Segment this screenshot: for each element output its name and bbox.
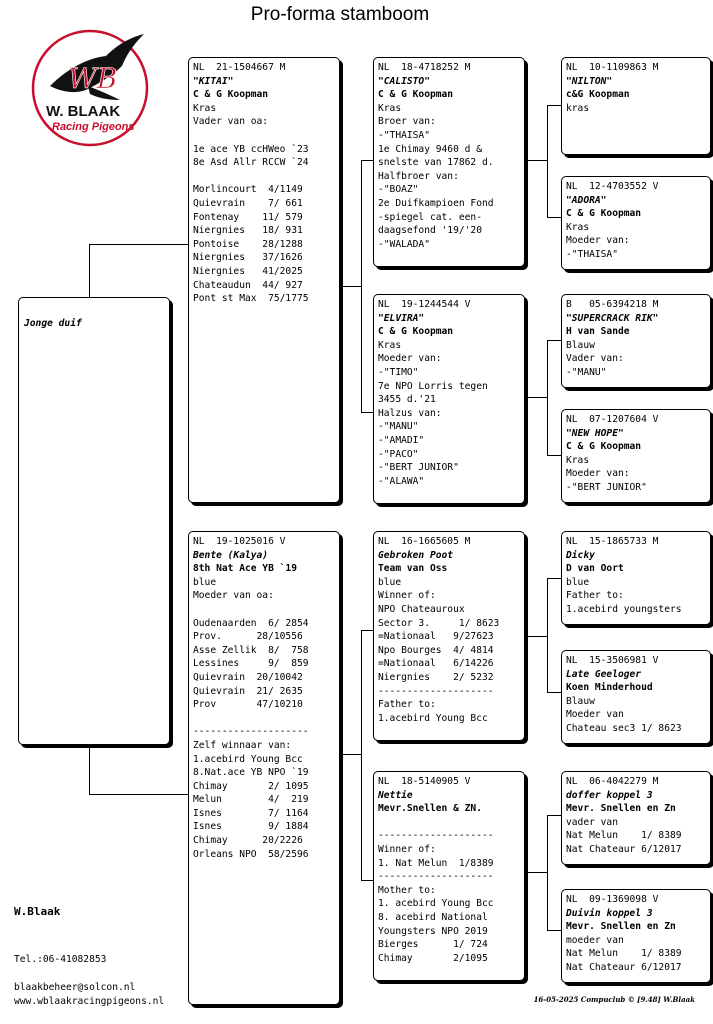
pedigree-line: blue [566, 576, 590, 588]
pedigree-line: daagsefond '19/'20 [378, 225, 482, 237]
mother-card [188, 531, 340, 1005]
pedigree-line: Kras [378, 102, 402, 114]
pedigree-line: 1.acebird Young Bcc [378, 712, 488, 724]
pedigree-line: Pont st Max 75/1775 [193, 293, 309, 305]
pedigree-line: Quievrain 7/ 661 [193, 197, 303, 209]
pedigree-line: Zelf winnaar van: [193, 739, 292, 751]
pigeon-name: "KITAI" [193, 75, 234, 87]
pedigree-line: 1. acebird Young Bcc [378, 898, 494, 910]
pedigree-line: Nat Chateaur 6/12017 [566, 843, 682, 855]
pedigree-line: 7e NPO Lorris tegen [378, 380, 488, 392]
pedigree-line [193, 712, 339, 726]
pedigree-line: Isnes 7/ 1164 [193, 807, 309, 819]
pedigree-line: -"THAISA" [566, 248, 618, 260]
pigeon-owner: c&G Koopman [566, 89, 630, 101]
pigeon-owner: C & G Koopman [378, 89, 454, 101]
pedigree-line: Kras [566, 221, 590, 233]
ring-number: NL 16-1665605 M [378, 536, 471, 547]
pedigree-line: Winner of: [378, 843, 436, 855]
pedigree-line: -"MANU" [566, 366, 607, 378]
pigeon-name: Dicky [566, 549, 595, 561]
pedigree-line: Blauw [566, 695, 595, 707]
print-info: 16-05-2025 Compuclub © [9.48] W.Blaak [533, 995, 695, 1004]
pigeon-owner: C & G Koopman [378, 326, 454, 338]
pedigree-line: Niergnies 41/2025 [193, 265, 303, 277]
breeder-name: W.Blaak [14, 905, 61, 918]
pigeon-owner: H van Sande [566, 326, 630, 338]
ring-number: NL 07-1207604 V [566, 414, 659, 425]
pedigree-line: 1e ace YB ccHWeo `23 [193, 143, 309, 155]
ring-number: NL 21-1504667 M [193, 62, 286, 73]
pigeon-owner: Mevr. Snellen en Zn [566, 921, 676, 933]
pedigree-line: Quievrain 20/10042 [193, 671, 303, 683]
pedigree-line: Prov. 28/10556 [193, 631, 303, 643]
pigeon-name: Gebroken Poot [378, 549, 454, 561]
pedigree-line: Kras [566, 454, 590, 466]
pedigree-line: Fontenay 11/ 579 [193, 211, 303, 223]
pedigree-line: Kras [193, 102, 217, 114]
pedigree-line: Vader van: [566, 353, 624, 365]
pigeon-name: Nettie [378, 789, 413, 801]
pedigree-line: Kras [378, 339, 402, 351]
pedigree-line: Nat Chateaur 6/12017 [566, 961, 682, 973]
pigeon-owner: C & G Koopman [566, 208, 642, 220]
pedigree-line [193, 129, 339, 143]
ggp-mmm-card [561, 889, 711, 983]
pedigree-line: blue [193, 576, 217, 588]
father-card [188, 57, 340, 503]
pedigree-line [193, 603, 339, 617]
pedigree-line: -"BOAZ" [378, 184, 419, 196]
pedigree-line: NPO Chateauroux [378, 603, 465, 615]
pedigree-line: 8. acebird National [378, 911, 488, 923]
pedigree-line [378, 816, 524, 830]
pedigree-line: Father to: [378, 699, 436, 711]
pedigree-line: Isnes 9/ 1884 [193, 821, 309, 833]
pedigree-line: Morlincourt 4/1149 [193, 184, 303, 196]
maternal-grandfather-card [373, 531, 525, 741]
pedigree-line: 3455 d.'21 [378, 394, 436, 406]
pedigree-line: Vader van oa: [193, 116, 269, 128]
ring-number: NL 09-1369098 V [566, 894, 659, 905]
wblaak-logo [28, 28, 156, 148]
pedigree-line: kras [566, 102, 590, 114]
pedigree-line: Quievrain 21/ 2635 [193, 685, 303, 697]
pedigree-line: Halzus van: [378, 407, 442, 419]
pedigree-line: Winner of: [378, 590, 436, 602]
pedigree-line: Chateau sec3 1/ 8623 [566, 722, 682, 734]
subject-card [18, 297, 170, 745]
pigeon-name: Late Geeloger [566, 668, 642, 680]
pedigree-line: 1. Nat Melun 1/8389 [378, 857, 494, 869]
breeder-phone: Tel.:06-41082853 [14, 954, 107, 965]
pedigree-line: Youngsters NPO 2019 [378, 925, 488, 937]
pedigree-line: blue [378, 576, 402, 588]
pedigree-line: -"MANU" [378, 421, 419, 433]
pedigree-line: -------------------- [378, 830, 494, 842]
pedigree-line: 8e Asd Allr RCCW `24 [193, 157, 309, 169]
pedigree-line: -"BERT JUNIOR" [566, 481, 647, 493]
ggp-ffm-card [561, 176, 711, 270]
pigeon-name: "ADORA" [566, 194, 607, 206]
pedigree-line: 8.Nat.ace YB NPO `19 [193, 767, 309, 779]
pigeon-owner: Mevr. Snellen en Zn [566, 803, 676, 815]
pigeon-name: "SUPERCRACK RIK" [566, 312, 659, 324]
ggp-mfm-card [561, 650, 711, 744]
pigeon-owner: Team van Oss [378, 563, 448, 575]
logo-tagline: Racing Pigeons [52, 121, 135, 133]
pedigree-line: Npo Bourges 4/ 4814 [378, 644, 494, 656]
pedigree-line: moeder van [566, 934, 624, 946]
ring-number: NL 15-3506981 V [566, 655, 659, 666]
pedigree-line: -"WALADA" [378, 238, 430, 250]
pedigree-line: -"BERT JUNIOR" [378, 462, 459, 474]
pedigree-line: -------------------- [378, 685, 494, 697]
pedigree-line: Moeder van [566, 709, 624, 721]
pigeon-owner: C & G Koopman [566, 441, 642, 453]
maternal-grandmother-card [373, 771, 525, 981]
ggp-mmf-card [561, 771, 711, 865]
ring-number: B 05-6394218 M [566, 299, 659, 310]
pedigree-line: Melun 4/ 219 [193, 794, 309, 806]
ring-number: NL 18-4718252 M [378, 62, 471, 73]
pedigree-line: -"PACO" [378, 448, 419, 460]
pigeon-owner: 8th Nat Ace YB `19 [193, 563, 297, 575]
pedigree-line: 2e Duifkampioen Fond [378, 197, 494, 209]
pedigree-line: Chimay 2/ 1095 [193, 780, 309, 792]
pedigree-line: 1e Chimay 9460 d & [378, 143, 482, 155]
pedigree-line: Chimay 2/1095 [378, 952, 488, 964]
pigeon-name: "NILTON" [566, 75, 613, 87]
pigeon-name: "NEW HOPE" [566, 427, 624, 439]
pigeon-owner: Koen Minderhoud [566, 682, 653, 694]
pedigree-line: Moeder van: [566, 468, 630, 480]
pedigree-line: Niergnies 18/ 931 [193, 225, 303, 237]
ring-number: NL 15-1865733 M [566, 536, 659, 547]
pedigree-line: 1.acebird youngsters [566, 603, 682, 615]
paternal-grandfather-card [373, 57, 525, 267]
ring-number: NL 10-1109863 M [566, 62, 659, 73]
logo-brand: W. BLAAK [46, 103, 121, 120]
pedigree-line: Sector 3. 1/ 8623 [378, 617, 500, 629]
pigeon-name: doffer koppel 3 [566, 789, 653, 801]
paternal-grandmother-card [373, 294, 525, 504]
pedigree-line: Moeder van: [378, 353, 442, 365]
ggp-mff-card [561, 531, 711, 625]
pedigree-line: -"ALAWA" [378, 475, 425, 487]
pedigree-line: -"THAISA" [378, 129, 430, 141]
pedigree-line: Chateaudun 44/ 927 [193, 279, 303, 291]
pedigree-line: Niergnies 2/ 5232 [378, 671, 494, 683]
pedigree-line: Blauw [566, 339, 595, 351]
pigeon-owner: D van Oort [566, 563, 624, 575]
pedigree-line: Chimay 20/2226 [193, 835, 303, 847]
pedigree-line: -"AMADI" [378, 434, 425, 446]
pedigree-line: Orleans NPO 58/2596 [193, 848, 309, 860]
pedigree-line: vader van [566, 816, 618, 828]
ring-number: NL 19-1244544 V [378, 299, 471, 310]
ring-number: NL 18-5140905 V [378, 776, 471, 787]
pedigree-line: -spiegel cat. een- [378, 211, 482, 223]
pigeon-name: "CALISTO" [378, 75, 430, 87]
ggp-fff-card [561, 57, 711, 155]
logo-initials: WB [68, 62, 118, 95]
pedigree-line: =Nationaal 9/27623 [378, 631, 494, 643]
pedigree-line: -"TIMO" [378, 366, 419, 378]
page-title: Pro-forma stamboom [250, 4, 430, 25]
breeder-website[interactable]: www.wblaakracingpigeons.nl [14, 996, 165, 1007]
pigeon-name: "ELVIRA" [378, 312, 425, 324]
pedigree-line: -------------------- [193, 726, 309, 738]
pedigree-line: Father to: [566, 590, 624, 602]
pedigree-line: =Nationaal 6/14226 [378, 658, 494, 670]
pedigree-line: Mother to: [378, 884, 436, 896]
ring-number: NL 19-1025016 V [193, 536, 286, 547]
pedigree-line: Oudenaarden 6/ 2854 [193, 617, 309, 629]
pedigree-line: snelste van 17862 d. [378, 157, 494, 169]
ring-number: NL 12-4703552 V [566, 181, 659, 192]
ggp-fmm-card [561, 409, 711, 503]
pigeon-name: Duivin koppel 3 [566, 907, 653, 919]
pedigree-line: Pontoise 28/1288 [193, 238, 303, 250]
pedigree-line: Halfbroer van: [378, 170, 459, 182]
pedigree-line: -------------------- [378, 871, 494, 883]
pigeon-owner: C & G Koopman [193, 89, 269, 101]
pedigree-line: Nat Melun 1/ 8389 [566, 948, 682, 960]
pedigree-line: Nat Melun 1/ 8389 [566, 830, 682, 842]
pedigree-line: Bierges 1/ 724 [378, 939, 488, 951]
ring-number: NL 06-4042279 M [566, 776, 659, 787]
pedigree-line [193, 170, 339, 184]
subject-label: Jonge duif [24, 318, 82, 329]
pigeon-name: Bente (Kalya) [193, 549, 269, 561]
pedigree-line: Niergnies 37/1626 [193, 252, 303, 264]
pedigree-line: 1.acebird Young Bcc [193, 753, 303, 765]
pigeon-owner: Mevr.Snellen & ZN. [378, 803, 482, 815]
pedigree-line: Prov 47/10210 [193, 699, 303, 711]
ggp-fmf-card [561, 294, 711, 388]
pedigree-line: Asse Zellik 8/ 758 [193, 644, 309, 656]
pedigree-line: Moeder van: [566, 235, 630, 247]
breeder-email[interactable]: blaakbeheer@solcon.nl [14, 982, 136, 993]
pedigree-line: Moeder van oa: [193, 590, 274, 602]
pedigree-line: Broer van: [378, 116, 436, 128]
pedigree-line: Lessines 9/ 859 [193, 658, 309, 670]
